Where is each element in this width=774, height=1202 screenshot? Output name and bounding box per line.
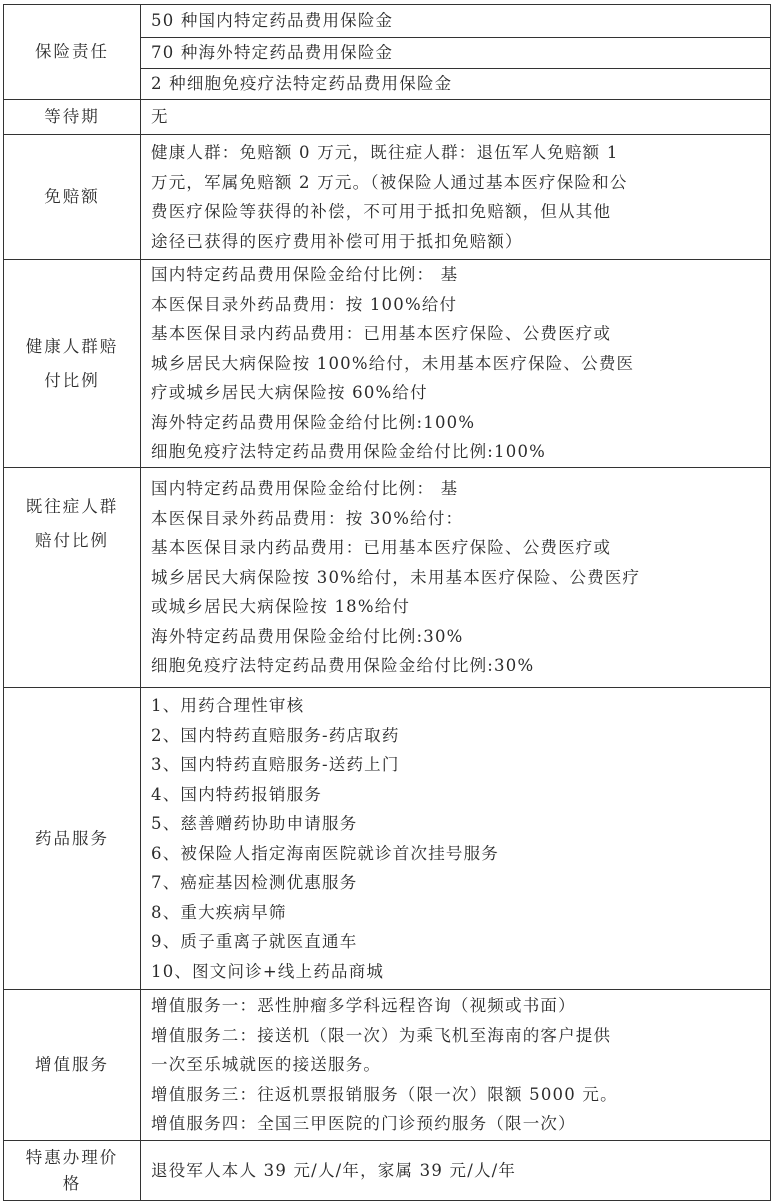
label-line: 赔付比例 [35,531,109,550]
line: 无 [151,107,169,127]
line: 50 种国内特定药品费用保险金 [151,11,394,31]
list-item: 1、用药合理性审核 [151,696,305,715]
label-line: 特惠办理价 [25,1147,119,1167]
table-row [4,135,771,260]
healthy-ratio-value [141,260,771,468]
line: 细胞免疫疗法特定药品费用保险金给付比例:30% [151,656,535,676]
table-row [4,468,771,688]
line: 国内特定药品费用保险金给付比例： 基 [151,479,459,499]
price-label [4,1141,141,1201]
line: 海外特定药品费用保险金给付比例:30% [151,626,464,646]
insurance-table [3,4,771,1201]
label-line: 既往症人群 [25,497,119,516]
coverage-item [141,5,771,38]
table-row [4,260,771,468]
line: 国内特定药品费用保险金给付比例： 基 [151,265,459,285]
table-row [4,5,771,38]
preexisting-ratio-value [141,468,771,688]
waiting-label: 等待期 [4,100,141,135]
line: 退役军人本人 39 元/人/年，家属 39 元/人/年 [151,1160,517,1180]
line: 增值服务一：恶性肿瘤多学科远程咨询（视频或书面） [151,996,576,1016]
list-item: 7、癌症基因检测优惠服务 [151,873,358,892]
line: 增值服务二：接送机（限一次）为乘飞机至海南的客户提供 [151,1025,612,1045]
value-added-label: 增值服务 [4,990,141,1141]
line: 增值服务三：往返机票报销服务（限一次）限额 5000 元。 [151,1084,618,1104]
line: 费医疗保险等获得的补偿，不可用于抵扣免赔额，但从其他 [151,202,612,221]
table-row [4,990,771,1141]
line: 一次至乐城就医的接送服务。 [151,1055,382,1075]
list-item: 5、慈善赠药协助申请服务 [151,814,358,833]
line: 万元，军属免赔额 2 万元。（被保险人通过基本医疗保险和公 [151,172,628,192]
line: 增值服务四：全国三甲医院的门诊预约服务（限一次） [151,1114,576,1134]
line: 途径已获得的医疗费用补偿可用于抵扣免赔额） [151,231,523,251]
line: 基本医保目录内药品费用：已用基本医疗保险、公费医疗或 [151,324,612,344]
list-item: 4、国内特药报销服务 [151,784,322,804]
label-line: 格 [62,1173,82,1193]
waiting-value [141,100,771,135]
drug-services-list [141,688,771,990]
list-item: 3、国内特药直赔服务-送药上门 [151,755,400,774]
line: 海外特定药品费用保险金给付比例:100% [151,412,476,432]
coverage-item [141,38,771,69]
deductible-label: 免赔额 [4,135,141,260]
list-item: 8、重大疾病早筛 [151,902,287,922]
list-item: 9、质子重离子就医直通车 [151,932,358,951]
coverage-label: 保险责任 [4,5,141,100]
list-item: 6、被保险人指定海南医院就诊首次挂号服务 [151,843,499,863]
line: 疗或城乡居民大病保险按 60%给付 [151,383,428,403]
line: 本医保目录外药品费用：按 30%给付： [151,508,464,528]
line: 城乡居民大病保险按 30%给付，未用基本医疗保险、公费医疗 [151,567,641,587]
preexisting-ratio-label [4,468,141,688]
line: 2 种细胞免疫疗法特定药品费用保险金 [151,74,453,94]
healthy-ratio-label [4,260,141,468]
line: 细胞免疫疗法特定药品费用保险金给付比例:100% [151,442,547,462]
line: 本医保目录外药品费用：按 100%给付 [151,294,458,314]
line: 70 种海外特定药品费用保险金 [151,43,394,63]
line: 基本医保目录内药品费用：已用基本医疗保险、公费医疗或 [151,538,612,558]
table-row [4,688,771,990]
value-added-list [141,990,771,1141]
table-row [4,100,771,135]
coverage-item [141,69,771,100]
drug-services-label: 药品服务 [4,688,141,990]
line: 城乡居民大病保险按 100%给付，未用基本医疗保险、公费医 [151,353,635,373]
line: 或城乡居民大病保险按 18%给付 [151,597,411,617]
table-row [4,1141,771,1201]
price-value [141,1141,771,1201]
label-line: 付比例 [44,370,100,390]
line: 健康人群：免赔额 0 万元，既往症人群：退伍军人免赔额 1 [151,143,619,162]
label-line: 健康人群赔 [25,336,119,356]
list-item: 2、国内特药直赔服务-药店取药 [151,725,400,745]
list-item: 10、图文问诊+线上药品商城 [151,961,385,981]
deductible-value [141,135,771,260]
